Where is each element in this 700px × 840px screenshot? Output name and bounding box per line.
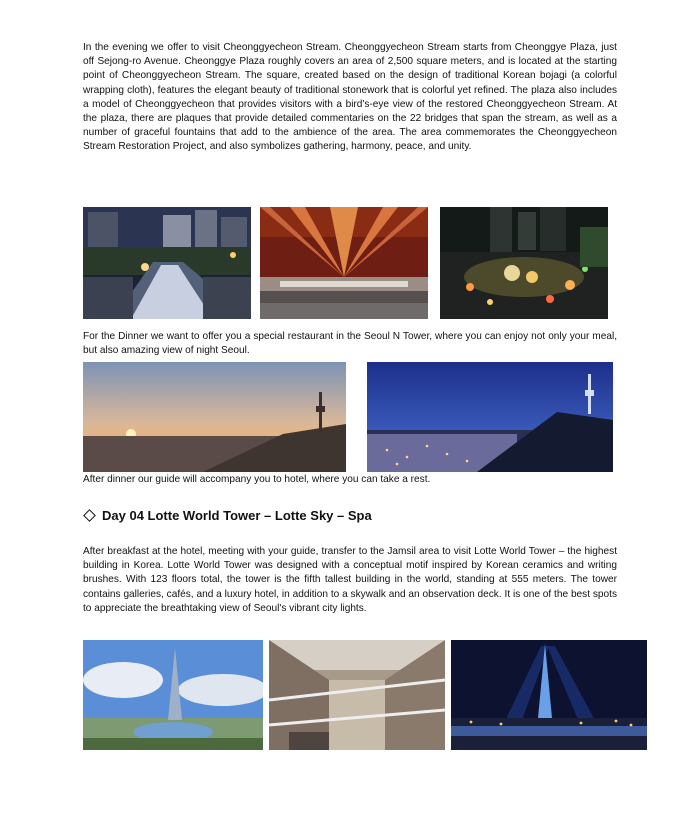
after-dinner-paragraph: After dinner our guide will accompany you to hotel, where you can take a rest.: [83, 474, 431, 485]
cheonggyecheon-paragraph: In the evening we offer to visit Cheonggyecheon Stream. Cheonggyecheon Stream starts from Cheonggye Plaza, just off Sejong-ro Avenue. Cheonggye Plaza roughly covers an area of 2,500 square meters, and is located at the starting point of Cheonggyecheon Stream. The square, created based on the design of traditional Korean bojagi (a colorful wrapping cloth), features the elegant beauty of traditional stonework that is colorful yet refined. The plaza also includes a model of Cheonggyecheon that provides visitors with a bird's-eye view of the restored Cheonggyecheon Stream. At the plaza, there are plaques that provide detailed commentaries on the 22 bridges that span the stream, as well as a number of graceful fountains that add to the ambience of the area. The area commemorates the Cheonggyecheon Stream Restoration Project, and also symbolizes gathering, harmony, peace, and unity.: [83, 42, 617, 153]
dinner-paragraph: For the Dinner we want to offer you a special restaurant in the Seoul N Tower, where you can enjoy not only your meal, but also amazing view of night Seoul.: [83, 331, 617, 357]
day4-heading: [83, 508, 372, 523]
lotte-tower-night-photo: [451, 640, 647, 750]
cheonggyecheon-plaza-arch-photo: [260, 207, 428, 319]
seoul-sunset-tower-photo: [83, 362, 346, 472]
day4-heading-text: Day 04 Lotte World Tower – Lotte Sky – Spa: [102, 508, 372, 523]
cheonggyecheon-stream-night-photo: [83, 207, 251, 319]
diamond-icon: [83, 509, 96, 522]
lantern-festival-photo: [440, 207, 608, 319]
lotte-tower-day-photo: [83, 640, 263, 750]
lotte-mall-interior-photo: [269, 640, 445, 750]
lotte-paragraph: After breakfast at the hotel, meeting with your guide, transfer to the Jamsil area to visit Lotte World Tower – the highest building in Korea. Lotte World Tower was designed with a conceptual motif inspired by Korean ceramics and writing brushes. With 123 floors total, the tower is the fifth tallest building in the world, standing at 555 meters. The tower contains galleries, cafés, and a luxury hotel, in addition to a skywalk and an observation deck. It is one of the best spots to appreciate the breathtaking view of Seoul's vibrant city lights.: [83, 546, 617, 614]
seoul-night-skyline-photo: [367, 362, 613, 472]
